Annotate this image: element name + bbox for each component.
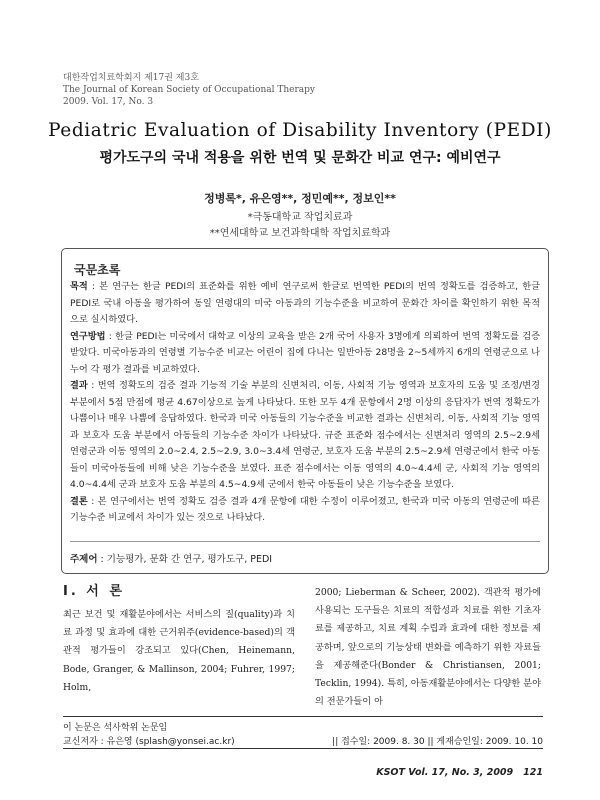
results-text: : 번역 정확도의 검증 결과 기능적 기술 부분의 신변처리, 이동, 사회적 기능 영역과 보호자의 도움 및 조정/변경 부분에서 5점 만점에 평균 4.67이상으로 높게 나타났다. 또한 모두 4개 문항에서 2명 이상의 응답자가 번역 정확도가 나쁨이나 매우 나쁨에 응답하였다. 한국과 미국 아동들의 기능수준을 비교한 결과는 신변처리, 이동, 사회적 기능 영역과 보호자 도움 부분에서 아동들의 기능수준 차이가 나타났다. 규준 표준화 점수에서는 신변처리 영역의 2.5~2.9세 연령군과 이동 영역의 2.0~2.4, 2.5~2.9, 3.0~3.4세 연령군, 보호자 도움 부분의 2.5~2.9세 연령군에서 한국 아동들이 미국아동들에 비해 낮은 기능수준을 보였다. 표준 점수에서는 이동 영역의 4.0~4.4세 군, 사회적 기능 영역의 4.0~4.4세 군과 보호자 도움 부분의 4.5~4.9세 군에서 한국 아동들이 낮은 기능수준을 보였다. <box>70 380 540 490</box>
method-text: : 한글 PEDI는 미국에서 대학교 이상의 교육을 받은 2개 국어 사용자 3명에게 의뢰하여 번역 정확도를 검증받았다. 미국아동과의 연령별 기능수준 비교는 어린이 집에 다니는 일반아동 28명을 2~5세까지 6개의 연령군으로 나누어 각 평가 결과를 비교하였다. <box>70 330 540 375</box>
body-column-left <box>63 584 295 697</box>
page-number: 121 <box>523 767 543 778</box>
conclusion-text: : 본 연구에서는 번역 정확도 검증 결과 4개 문항에 대한 수정이 이루어졌고, 한국과 미국 아동의 연령군에 따른 기능수준 비교에서 차이가 있는 것으로 나타났다. <box>70 495 540 523</box>
journal-name-en: The Journal of Korean Society of Occupational Therapy <box>63 85 316 95</box>
paper-title-en: Pediatric Evaluation of Disability Inventory (PEDI) <box>48 120 552 141</box>
paper-title-ko: 평가도구의 국내 적용을 위한 번역 및 문화간 비교 연구: 예비연구 <box>99 150 501 166</box>
footnote-rule-top <box>63 716 543 717</box>
abstract-body <box>70 279 540 527</box>
conclusion-label: 결론 <box>70 495 88 507</box>
body-column-right <box>315 584 541 711</box>
affiliation-2: **연세대학교 보건과학대학 작업치료학과 <box>209 228 391 239</box>
keywords <box>70 551 272 565</box>
page-footer <box>376 767 543 778</box>
footnote-rule-bottom <box>63 748 543 749</box>
body-paragraph-left: 최근 보건 및 재활분야에서는 서비스의 질(quality)과 치료 과정 및 효과에 대한 근거위주(evidence-based)의 객관적 평가들이 강조되고 있다(Chen, Heinemann, Bode, Granger, & Mallinson, 2004; Fuhrer, 1997; Holm, <box>63 609 295 693</box>
abstract-results <box>70 378 540 494</box>
results-label: 결과 <box>70 380 88 391</box>
journal-issue: 2009. Vol. 17, No. 3 <box>63 97 154 107</box>
keywords-text: : 기능평가, 문화 간 연구, 평가도구, PEDI <box>97 554 273 565</box>
purpose-label: 목적 <box>70 281 88 292</box>
abstract-conclusion <box>70 494 540 527</box>
abstract-heading: 국문초록 <box>74 263 121 277</box>
footer-journal: KSOT Vol. 17, No. 3, 2009 <box>376 767 514 778</box>
abstract-method <box>70 329 540 379</box>
abstract-purpose <box>70 279 540 329</box>
affiliation-1: *극동대학교 작업치료과 <box>247 212 353 223</box>
journal-header <box>63 72 315 108</box>
abstract-box <box>61 248 549 574</box>
method-label: 연구방법 <box>70 330 106 342</box>
keywords-divider <box>70 541 540 542</box>
journal-name-ko: 대한작업치료학회지 제17권 제3호 <box>63 73 199 83</box>
keywords-label: 주제어 <box>70 554 98 565</box>
author-list: 정병록*, 유은영**, 정민예**, 정보인** <box>204 192 396 205</box>
footnote-corresponding: 교신저자 : 유은영 (splash@yonsei.ac.kr) <box>63 737 235 747</box>
purpose-text: : 본 연구는 한글 PEDI의 표준화를 위한 예비 연구로써 한글로 번역한 PEDI의 번역 정확도를 검증하고, 한글 PEDI로 국내 아동을 평가하여 동일 연령대의 미국 아동과의 기능수준을 비교하여 문화간 차이를 확인하기 위한 목적으로 실시하였다. <box>70 281 540 325</box>
footnote-dates: || 접수일: 2009. 8. 30 || 게재승인일: 2009. 10. 10 <box>332 737 543 747</box>
section-heading: Ⅰ. 서 론 <box>63 584 125 599</box>
footnote-note: 이 논문은 석사학위 논문임 <box>63 723 168 733</box>
body-paragraph-right: 2000; Lieberman & Scheer, 2002). 객관적 평가에 사용되는 도구들은 치료의 적합성과 치료를 위한 기초자료를 제공하고, 치료 계획 수립과 효과에 대한 정보를 제공하며, 앞으로의 기능상태 변화를 예측하기 위한 자료들을 제공해준다(Bonder & Christiansen, 2001; Tecklin, 1994). 특히, 아동재활분야에서는 다양한 분야의 전문가들이 아 <box>315 587 541 708</box>
